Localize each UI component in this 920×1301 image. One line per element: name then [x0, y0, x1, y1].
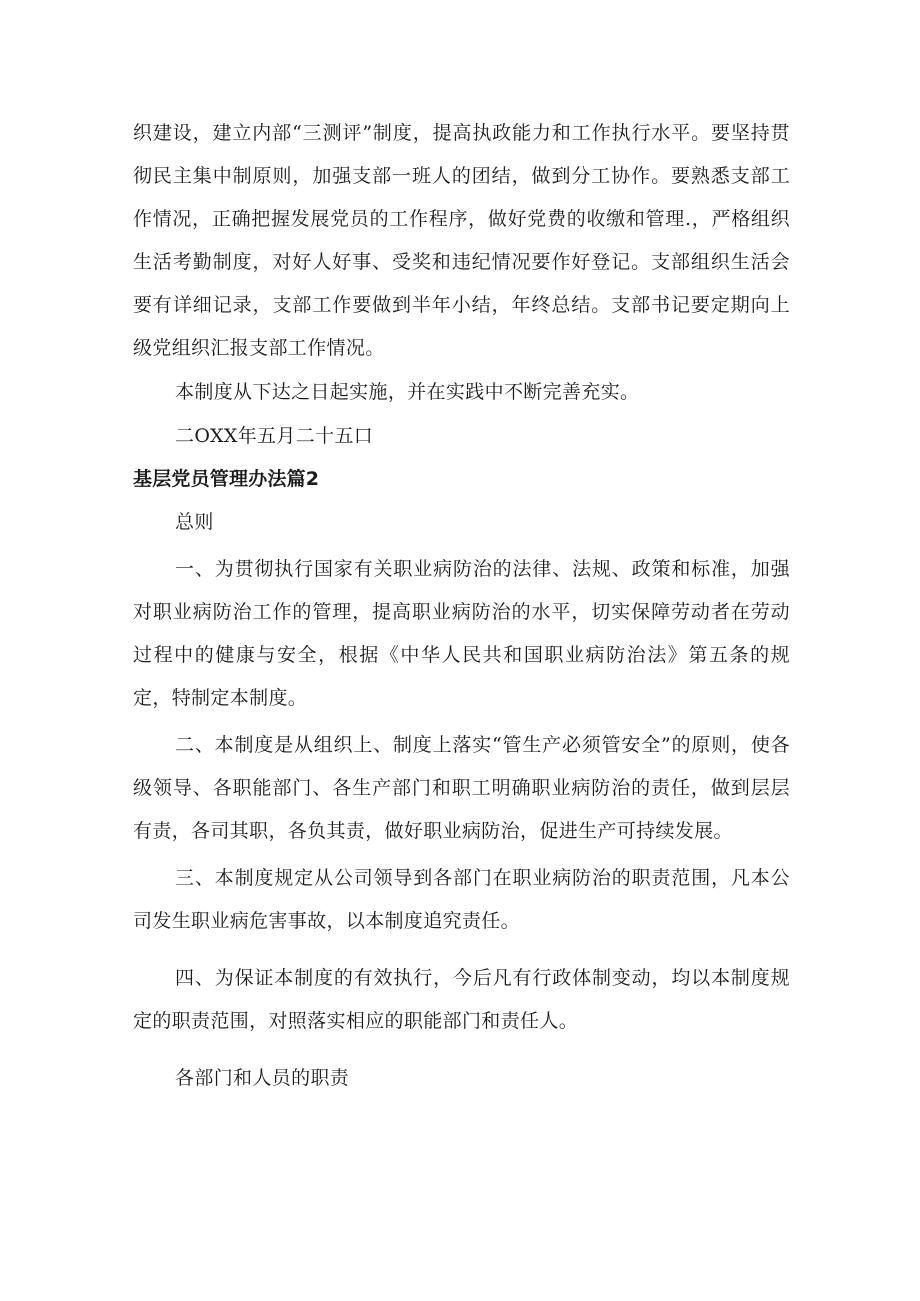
paragraph-date: 二OXX年五月二十五口	[175, 425, 374, 447]
article-3: 三、本制度规定从公司领导到各部门在职业病防治的职责范围，凡本公司发生职业病危害事故，以本制度追究责任。	[133, 867, 790, 932]
article-4: 四、为保证本制度的有效执行，今后凡有行政体制变动，均以本制度规定的职责范围，对照落实相应的职能部门和责任人。	[133, 967, 790, 1032]
paragraph-continuation: 织建设，建立内部“三测评”制度，提高执政能力和工作执行水平。要坚持贯彻民主集中制原则，加强支部一班人的团结，做到分工协作。要熟悉支部工作情况，正确把握发展党员的工作程序，做好党费的收缴和管理.，严格组织生活考勤制度，对好人好事、受奖和违纪情况要作好登记。支部组织生活会要有详细记录，支部工作要做到半年小结，年终总结。支部书记要定期向上级党组织汇报支部工作情况。	[133, 122, 790, 359]
subheading-general: 总则	[175, 511, 214, 533]
section-title: 基层党员管理办法篇2	[133, 468, 320, 490]
paragraph-effective-date-note: 本制度从下达之日起实施，并在实践中不断完善充实。	[175, 381, 640, 403]
article-1: 一、为贯彻执行国家有关职业病防治的法律、法规、政策和标准，加强对职业病防治工作的管理，提高职业病防治的水平，切实保障劳动者在劳动过程中的健康与安全，根据《中华人民共和国职业病防治法》第五条的规定，特制定本制度。	[133, 558, 790, 709]
document-body	[133, 112, 790, 1100]
subheading-duties: 各部门和人员的职责	[175, 1067, 350, 1089]
article-2: 二、本制度是从组织上、制度上落实“管生产必须管安全”的原则，使各级领导、各职能部门、各生产部门和职工明确职业病防治的责任，做到层层有责，各司其职，各负其责，做好职业病防治，促进生产可持续发展。	[133, 734, 790, 842]
